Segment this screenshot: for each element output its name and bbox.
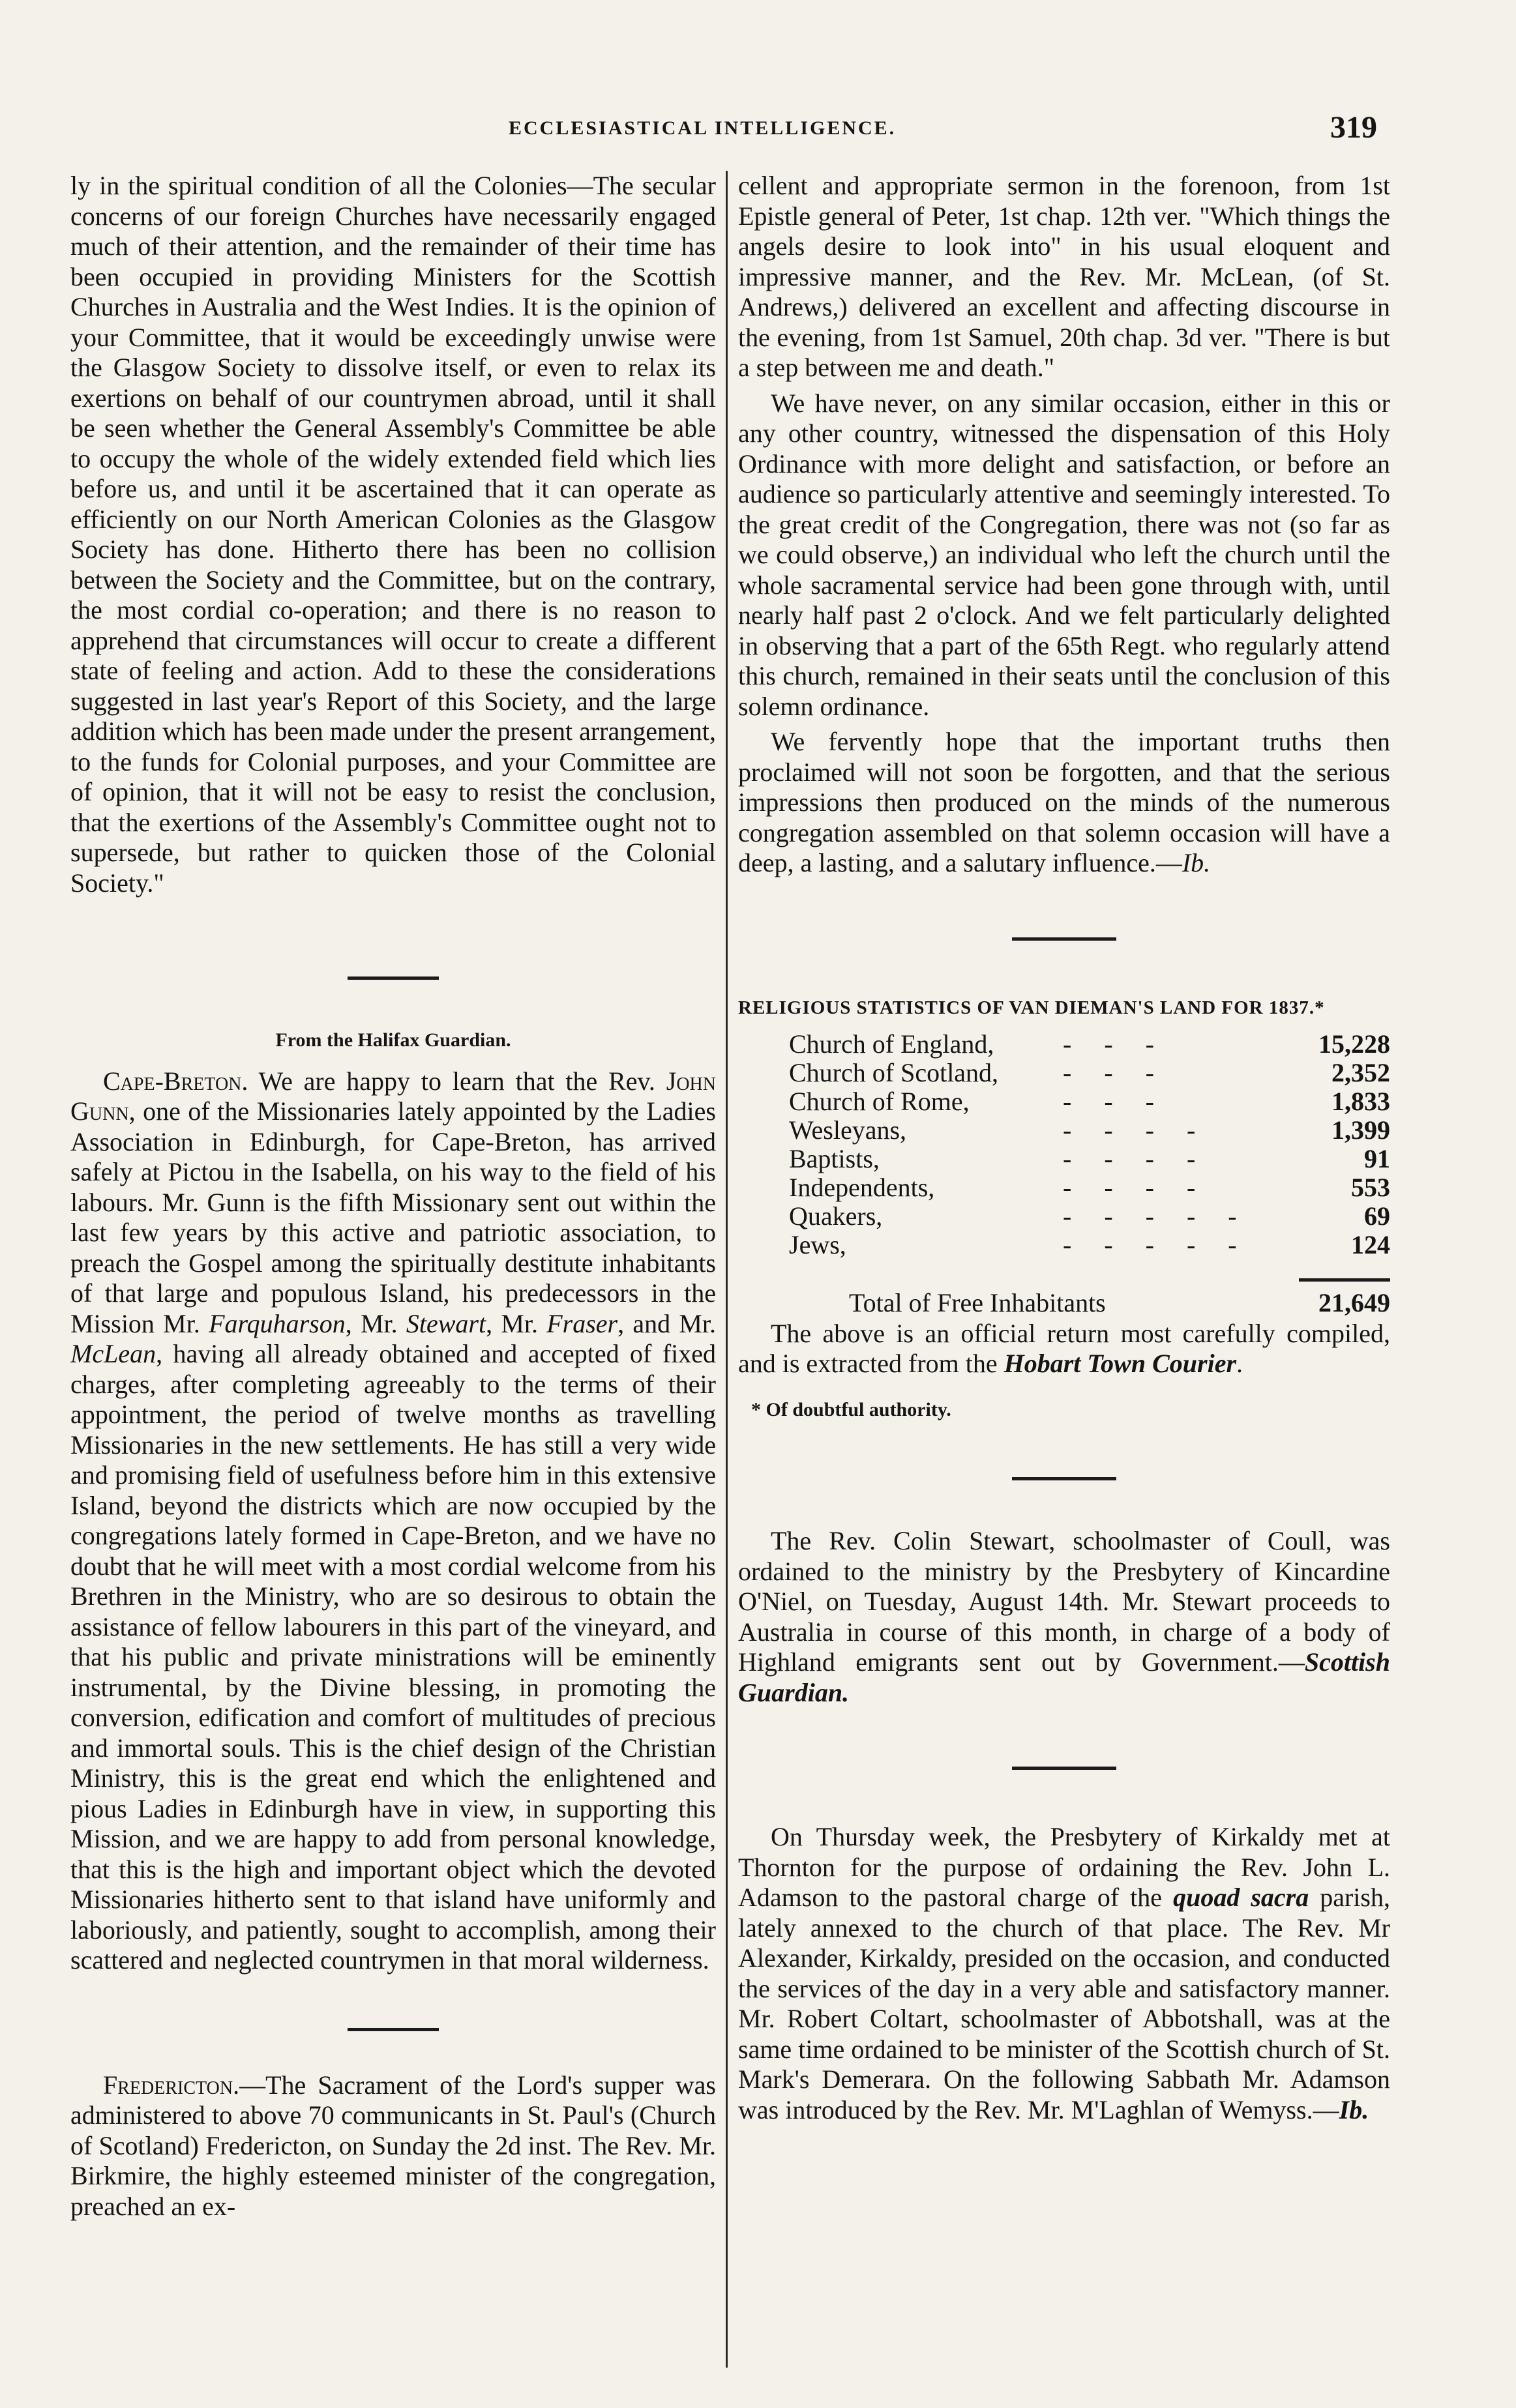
statistics-table (738, 1029, 1390, 1259)
source-attribution: From the Halifax Guardian. (275, 1029, 511, 1051)
section-divider (1012, 1767, 1116, 1770)
section-divider (348, 2028, 439, 2031)
leader-dashes: - - - - - (1063, 1230, 1250, 1259)
section-divider (348, 976, 439, 980)
section-divider (1012, 1477, 1116, 1480)
person-name: McLean (70, 1339, 156, 1368)
denomination-name: Baptists, (789, 1144, 880, 1173)
denomination-name: Wesleyans, (789, 1115, 907, 1145)
statistics-row (738, 1087, 1390, 1115)
leader-dashes: - - - (1063, 1029, 1167, 1059)
denomination-count: 1,833 (1331, 1087, 1390, 1116)
denomination-count: 91 (1364, 1144, 1390, 1173)
denomination-name: Jews, (789, 1230, 846, 1259)
denomination-count: 15,228 (1318, 1029, 1390, 1059)
statistics-row (738, 1230, 1390, 1259)
leader-dashes: - - - - (1063, 1144, 1209, 1173)
sermon-continuation: cellent and appropriate sermon in the forenoon, from 1st Epistle general of Peter, 1st chap. 12th ver. "Which things the angels desire to look into" in his usual eloquent and impressive manner, and the Rev. Mr. McLean, (of St. Andrews,) delivered an excellent and affecting discourse in the evening, from 1st Samuel, 20th chap. 3d ver. "There is but a step between me and death." (738, 171, 1390, 382)
right-column (738, 171, 1390, 2130)
denomination-name: Church of Scotland, (789, 1058, 999, 1087)
leader-dashes: - - - (1063, 1087, 1167, 1116)
person-name: Stewart (406, 1308, 486, 1338)
statistics-row (738, 1115, 1390, 1144)
denomination-name: Church of England, (789, 1029, 994, 1059)
statistics-row (738, 1058, 1390, 1087)
denomination-count: 553 (1351, 1173, 1390, 1202)
column-divider (726, 171, 728, 2368)
denomination-name: Independents, (789, 1173, 935, 1202)
section-divider (1012, 937, 1116, 941)
fredericton-article: Fredericton.—The Sacrament of the Lord's supper was administered to above 70 communicants in St. Paul's (Church of Scotland) Fredericton, on Sunday the 2d inst. The Rev. Mr. Birkmire, the highly esteemed minister of the congregation, preached an ex- (70, 2070, 716, 2221)
article-lead: Cape-Breton. (103, 1066, 248, 1096)
committee-report-ending: ly in the spiritual condition of all the Colonies—The secular concerns of our foreign Churches have necessarily engaged much of their attention, and the remainder of their time has been occupied in providing Ministers for the Scottish Churches in Australia and the West Indies. It is the opinion of your Committee, that it would be exceedingly unwise were the Glasgow Society to dissolve itself, or even to relax its exertions on behalf of our countrymen abroad, until it shall be seen whether the General Assembly's Committee be able to occupy the whole of the widely extended field which lies before us, and until it be ascertained that it can operate as efficiently on our North American Colonies as the Glasgow Society has done. Hitherto there has been no collision between the Society and the Committee, but on the contrary, the most cordial co-operation; and there is no reason to apprehend that circumstances will occur to create a different state of feeling and action. Add to these the considerations suggested in last year's Report of this Society, and the large addition which has been made under the present arrangement, to the funds for Colonial purposes, and your Committee are of opinion, that it will not be easy to resist the conclusion, that the exertions of the Assembly's Committee ought not to supersede, but rather to quicken those of the Colonial Society." (70, 171, 716, 898)
newspaper-name: Hobart Town Courier (1003, 1349, 1237, 1378)
statistics-note: The above is an official return most carefully compiled, and is extracted from the Hobart Town Courier. (738, 1318, 1390, 1378)
article-lead: Fredericton. (103, 2070, 240, 2100)
statistics-row (738, 1029, 1390, 1058)
leader-dashes: - - - - - (1063, 1201, 1250, 1231)
statistics-total-row (738, 1278, 1390, 1319)
person-name: Fraser (546, 1308, 618, 1338)
footnote: * Of doubtful authority. (751, 1398, 951, 1420)
leader-dashes: - - - (1063, 1058, 1167, 1087)
denomination-count: 69 (1364, 1201, 1390, 1231)
total-label: Total of Free Inhabitants (849, 1288, 1106, 1317)
sacrament-paragraph: We have never, on any similar occasion, either in this or any other country, witnessed the dispensation of this Holy Ordinance with more delight and satisfaction, or before an audience so particularly attentive and seemingly interested. To the great credit of the Congregation, there was not (so far as we could observe,) an individual who left the church until the whole sacramental service had been gone through with, until nearly half past 2 o'clock. And we felt particularly delighted in observing that a part of the 65th Regt. who regularly attend this church, remained in their seats until the conclusion of this solemn ordinance. (738, 388, 1390, 721)
leader-dashes: - - - - (1063, 1173, 1209, 1202)
cape-breton-article: Cape-Breton. We are happy to learn that the Rev. John Gunn, one of the Missionaries lately appointed by the Ladies Association in Edinburgh, for Cape-Breton, has arrived safely at Pictou in the Isabella, on his way to the field of his labours. Mr. Gunn is the fifth Missionary sent out within the last few years by this active and patriotic association, to preach the Gospel among the spiritually destitute inhabitants of that large and populous Island, his predecessors in the Mission Mr. Farquharson, Mr. Stewart, Mr. Fraser, and Mr. McLean, having all already obtained and accepted of fixed charges, after completing agreeably to the terms of their appointment, the period of twelve months as travelling Missionaries in the new settlements. He has still a very wide and promising field of usefulness before him in this extensive Island, beyond the districts which are now occupied by the congregations lately formed in Cape-Breton, and we have no doubt that he will meet with a most cordial welcome from his Brethren in the Ministry, who are so desirous to obtain the assistance of fellow labourers in this part of the vineyard, and that his public and private ministrations will be eminently instrumental, by the Divine blessing, in promoting the conversion, edification and comfort of multitudes of precious and immortal souls. This is the chief design of the Christian Ministry, this is the great end which the enlightened and pious Ladies in Edinburgh have in view, in supporting this Mission, and we are happy to add from personal knowledge, that this is the high and important object which the devoted Missionaries hitherto sent to that island have uniformly and laboriously, and patiently, sought to accomplish, among their scattered and neglected countrymen in that moral wilderness. (70, 1066, 717, 1975)
statistics-title: RELIGIOUS STATISTICS OF VAN DIEMAN'S LAND FOR 1837.* (738, 997, 1325, 1018)
newspaper-name: Scottish Guardian. (738, 1647, 1390, 1707)
left-column (70, 171, 716, 2227)
page-number: 319 (1330, 110, 1377, 145)
denomination-count: 124 (1351, 1230, 1390, 1259)
statistics-row (738, 1173, 1390, 1201)
statistics-row (738, 1201, 1390, 1230)
denomination-count: 2,352 (1331, 1058, 1390, 1087)
denomination-name: Quakers, (789, 1201, 883, 1231)
kirkaldy-article: On Thursday week, the Presbytery of Kirkaldy met at Thornton for the purpose of ordaining the Rev. John L. Adamson to the pastoral charge of the quoad sacra parish, lately annexed to the church of that place. The Rev. Mr Alexander, Kirkaldy, presided on the occasion, and conducted the services of the day in a very able and satisfactory manner. Mr. Robert Coltart, schoolmaster of Abbotshall, was at the same time ordained to be minister of the Scottish church of St. Mark's Demerara. On the following Sabbath Mr. Adamson was introduced by the Rev. Mr. M'Laghlan of Wemyss.—Ib. (738, 1822, 1391, 2124)
denomination-count: 1,399 (1331, 1115, 1390, 1145)
leader-dashes: - - - - (1063, 1115, 1209, 1145)
statistics-row (738, 1144, 1390, 1173)
total-value: 21,649 (1299, 1278, 1390, 1319)
person-name: John Gunn (70, 1066, 716, 1126)
person-name: Farquharson (209, 1308, 346, 1338)
hope-paragraph: We fervently hope that the important truths then proclaimed will not soon be forgotten, and that the serious impressions then produced on the minds of the numerous congregation assembled on that solemn occasion will have a deep, a lasting, and a salutary influence.—Ib. (738, 727, 1390, 877)
running-head: ECCLESIASTICAL INTELLIGENCE. (509, 117, 897, 139)
colin-stewart-article: The Rev. Colin Stewart, schoolmaster of Coull, was ordained to the ministry by the Presbytery of Kincardine O'Niel, on Tuesday, August 14th. Mr. Stewart proceeds to Australia in course of this month, in charge of a body of Highland emigrants sent out by Government.—Scottish Guardian. (738, 1526, 1390, 1707)
denomination-name: Church of Rome, (789, 1087, 970, 1116)
